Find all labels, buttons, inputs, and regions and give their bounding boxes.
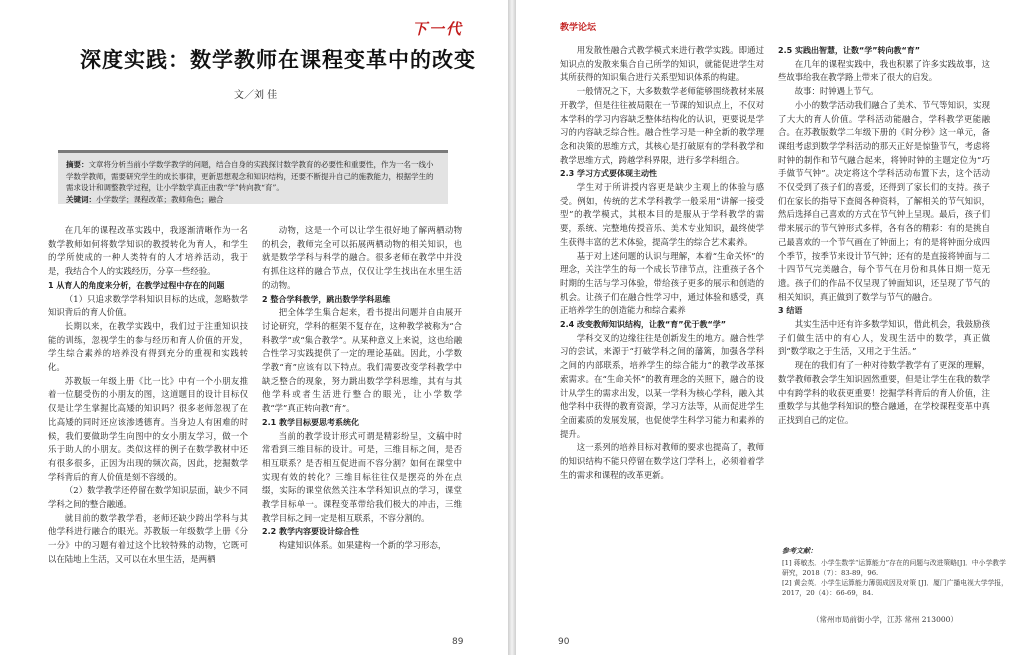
section-heading: 2.2 教学内容要设计综合性 [262,527,359,537]
paragraph: 构建知识体系。如果建构一个新的学习形态， [278,540,447,551]
section-heading: 2.4 改变教师知识结构，让教“育”优于教“学” [560,320,726,330]
paragraph: 故事：时钟遇上节气。 [794,86,879,97]
section-tag: 教学论坛 [560,23,597,33]
left-page-column-1 [48,224,248,644]
abstract-text: 摘要：文章将分析当前小学数学教学的问题，结合自身的实践探讨数学教育的必要性和重要性，作为一名一线小学数学教师，需要研究学生的成长事律，更新思想观念和知识结构，还要不断提升自己的施教能力，根据学生的需求设计和调整教学过程，让小学数学真正由教“学”转向教“育”。 [66,160,434,192]
right-page [516,0,1024,655]
author-affiliation: （常州市局前街小学，江苏 常州 213000） [812,615,958,624]
paragraph: 在几年的课程实践中，我也积累了许多实践故事，这些故事给我在教学路上带来了很大的启发。 [778,58,990,83]
paragraph: （1）只追求数学学科知识目标的达成，忽略数学知识背后的育人价值。 [48,293,248,318]
section-heading: 1 从育人的角度来分析，在教学过程中存在的问题 [48,280,225,290]
right-page-column-2 [778,44,990,536]
paragraph: 小小的数学活动我们融合了美术、节气等知识，实现了大大的育人价值。学科活动能融合，学科教学更能融合。在苏教版数学二年级下册的《时分秒》这一单元，备课组考虑到数学学科活动的那天正好是惊蛰节气，考虑将时钟的制作和节气融合起来，将钟时钟的主题定位为“巧手做节气钟”。决定将这个学科活动布置下去，这个活动不仅受到了孩子们的喜爱，还得到了家长们的支持。孩子们在家长的指导下查阅各种资料，了解相关的节气知识，然后选择自己喜欢的方式在节气钟上呈现。最后，孩子们带来展示的节气钟形式多样，各有各的精彩：有的是挑自己最喜欢的一个节气画在了钟面上；有的是将钟面分成四个季节，按季节来设计节气钟；还有的是直接将钟面与二十四节气完美融合，每个节气在月份和具体日期一览无遗。孩子们的作品不仅呈现了钟面知识，还呈现了节气的相关知识，真正做到了数学与节气的融合。 [778,99,990,302]
paragraph: 长期以来，在教学实践中，我们过于注重知识技能的训练，忽视学生的参与经历和育人价值的开发，学生综合素养的培养没有得到充分的重视和实践转化。 [48,320,248,373]
paragraph: 学生对于所讲授内容更是缺少主观上的体验与感受。例如，传统的艺术学科教学一般采用“讲解一接受型”的教学模式，其根本目的是服从于学科教学的需要，系统、完整地传授音乐、美术专业知识，最终使学生获得丰富的艺术体验，提高学生的综合艺术素养。 [560,182,764,247]
section-heading: 2.1 教学目标要思考系统化 [262,417,359,427]
paragraph: 动物，这是一个可以让学生很好地了解两栖动物的机会，教师完全可以拓展两栖动物的相关知识，也就是数学学科与科学的融合。很多老师在教学中并没有抓住这样的融合节点，仅仅让学生找出在水里生活的动物。 [262,225,462,290]
paragraph: 一般情况之下，大多数数学老师能够围绕教材来展开教学，但是往往被局限在一节课的知识点上，不仅对本学科的学习内容缺乏整体结构化的认识，更要说是学习的内容缺乏综合性。融合性学习是一种全新的教学理念和决策的思维方式，其核心是打破原有的学科教学和教学思维方式，跨越学科界限，进行多学科组合。 [560,86,764,165]
article-author: 文／刘 佳 [234,90,278,101]
paragraph: 其实生活中还有许多数学知识，借此机会，我鼓励孩子们做生活中的有心人，发现生活中的数学，真正做到“数学取之于生活，又用之于生活。” [778,319,990,357]
paragraph: 就目前的数学教学看，老师还缺少跨出学科与其他学科进行融合的眼光。苏教版一年级数学上册《分一分》中的习题有着过这个比较特殊的动物，它既可以在陆地上生活，又可以在水里生活，是两栖 [48,512,248,564]
page-number: 90 [558,637,570,647]
paragraph: 苏教版一年级上册《比一比》中有一个小朋友推着一位腿受伤的小朋友的图，这道题目的设计目标仅仅是让学生掌握比高矮的知识吗？很多老师忽视了在比高矮的同时还应该渗透德育。当身边人有困难的时候，我们要做助学生向图中的女小朋友学习，做一个乐于助人的小朋友。类似这样的例子在数学教材中还有很多很多，正因为出现的频次高，因此，挖掘数学学科背后的育人价值是刻不容缓的。 [48,375,248,482]
section-heading: 2 整合学科教学，跳出数学学科思维 [262,294,391,304]
abstract-box [58,150,448,204]
references-heading: 参考文献： [782,546,817,555]
keywords-text: 关键词：小学数学；课程改革；教师角色；融合 [66,194,224,204]
right-page-column-1 [560,44,764,630]
left-page [0,0,508,655]
section-heading: 2.5 实践出智慧，让数“学”转向教“育” [778,46,920,55]
left-page-column-2 [262,224,462,644]
paragraph: 这一系列的培养目标对教师的要求也提高了，教师的知识结构不能只停留在数学这门学科上，必须着着学生的需求和课程的改革更新。 [560,442,764,480]
section-heading: 2.3 学习方式要体现主动性 [560,169,657,179]
paragraph: 学科交叉的边缘往往是创新发生的地方。融合性学习的尝试，来源于“打破学科之间的藩篱，加强各学科之间的内部联系，培养学生的综合能力”的教学改革探索需求。在“生命关怀”的教育理念的关照下，融合的设计从学生的需求出发，以某一学科为核心学科，融入其他学科中获得的教育资源，学习方法等，从而促进学生全面素质的发展发展，也促使学生科学习能力和素养的提升。 [560,332,764,439]
paragraph: 现在的我们有了一种对待数学教学有了更深的理解，数学教师教会学生知识固然重要，但是让学生在我的数学中有跨学科的收获更重要！挖掘学科背后的育人价值，注重数学与其他学科知识的整合融通，在学校课程变革中真正找到自己的定位。 [778,360,990,425]
paragraph: （2）数学教学还停留在数学知识层面，缺少不同学科之间的整合融通。 [48,485,248,510]
section-heading: 3 结语 [778,306,803,316]
paragraph: 在几年的课程改革实践中，我逐渐清晰作为一名数学教师如何将数学知识的教授转化为育人，和学生的学所使成的一种人类特有的人才培养活动，我于是，我结合个人的实践经历，分享一些经验。 [48,225,248,277]
paragraph: 把全体学生集合起来，看书提出问题并自由展开讨论研究，学科的框架不复存在，这种教学被称为“合科教学”或“集合教学”。从某种意义上来说，这也给融合性学习实践提供了一定的理论基础。因此，小学数学教“育”应该有以下特点。我们需要改变学科教学中缺乏整合的现象，努力跳出数学学科思维，其有与其他学科或者生活进行整合的眼光，让小学数学教“学”真正转向教“育”。 [262,307,462,414]
article-title: 深度实践：数学教师在课程变革中的改变 [80,47,476,72]
paragraph: 当前的教学设计形式可谓是精彩纷呈，文稿中时常看到三维目标的设计。可是，三维目标之间，是否相互联系？是否相互促进而不容分割？如何在课堂中实现有效的转化？三维目标往往仅是摆亮的外在点缀，实际的课堂依然关注本学科知识点的学习，课堂教学目标单一。课程变革带给我们极大的冲击，三维教学目标之间一定是相互联系，不容分割的。 [262,430,462,523]
magazine-logo: 下一代 [412,20,464,38]
reference-item: [2] 黄会英．小学生运算能力薄弱成因及对策 [J]．厦门广播电视大学学报，2017，20（4）：66-69，84. [782,579,1008,597]
references [782,546,1010,598]
paragraph: 基于对上述问题的认识与理解，本着“生命关怀”的理念，关注学生的每一个成长节律节点，注重孩子各个时期的生活与学习体验，带给孩子更多的展示和创造的机会。让孩子们在融合性学习中，通过体验和感受，真正培养学生的创造能力和综合素养 [560,250,764,316]
reference-item: [1] 蒋敏杰．小学生数学“运算能力”存在的问题与改进策略[J]．中小学教学研究，2018（7）：83-89，96. [782,559,1006,577]
page-number: 89 [452,637,464,647]
paragraph: 用发散性融合式教学模式来进行教学实践。即通过知识点的发散来集合自己所学的知识，就能促进学生对其所获得的知识集合进行关系型知识体系的构建。 [560,45,764,83]
page-gutter [508,0,516,655]
